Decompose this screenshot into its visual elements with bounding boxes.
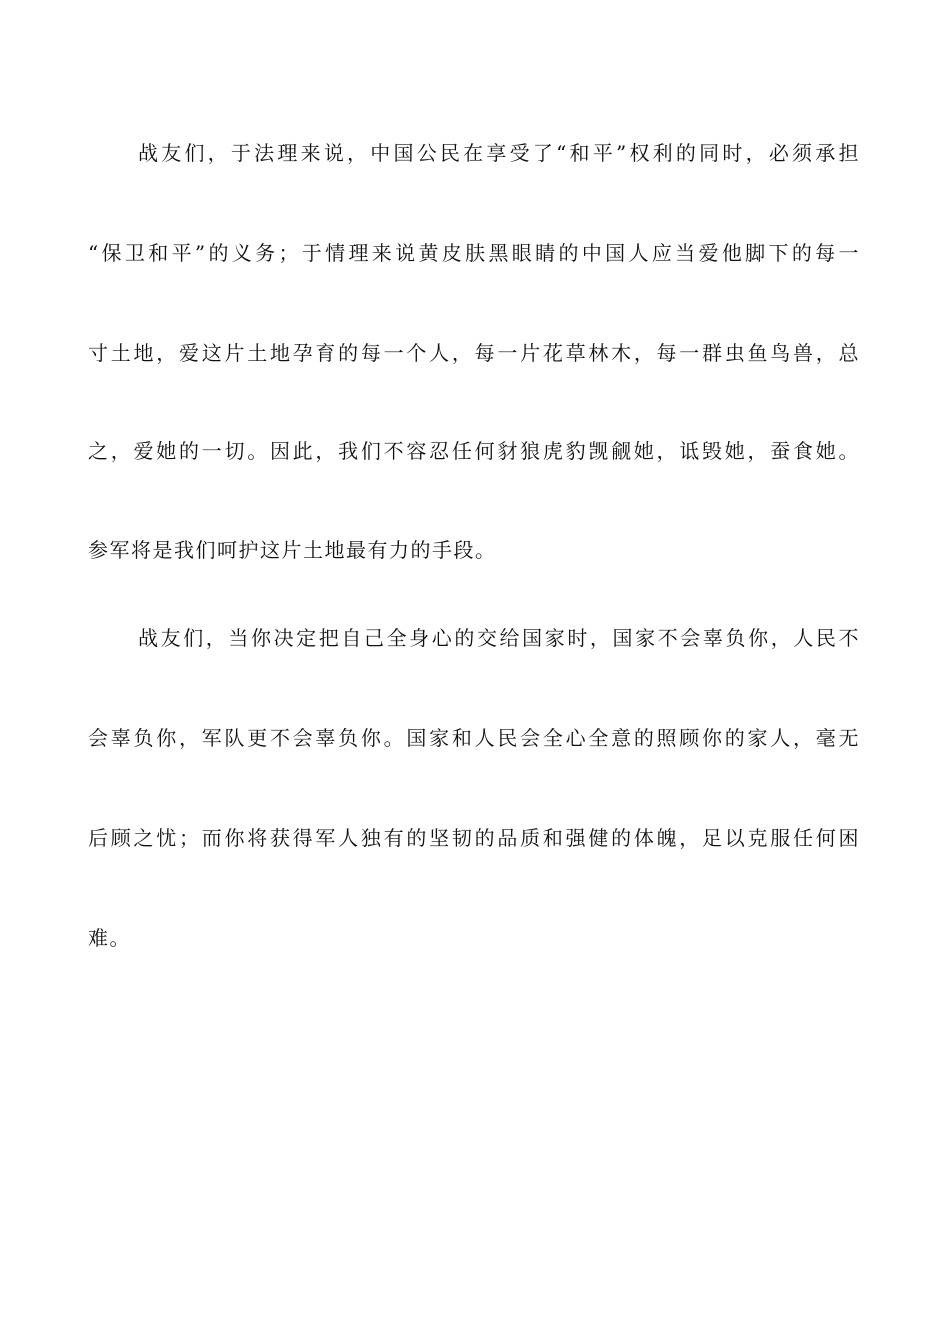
paragraph-1-line-5: 参军将是我们呵护这片土地最有力的手段。 — [88, 538, 497, 562]
paragraph-2-line-3: 后顾之忧；而你将获得军人独有的坚韧的品质和强健的体魄，足以克服任何困 — [88, 826, 860, 850]
paragraph-2-line-2: 会辜负你，军队更不会辜负你。国家和人民会全心全意的照顾你的家人，毫无 — [88, 726, 860, 750]
paragraph-1-line-1: 战友们，于法理来说，中国公民在享受了“和平”权利的同时，必须承担 — [138, 141, 860, 165]
paragraph-2-line-4: 难。 — [88, 926, 131, 950]
paragraph-2-line-1: 战友们，当你决定把自己全身心的交给国家时，国家不会辜负你，人民不 — [138, 626, 860, 650]
paragraph-1-line-2: “保卫和平”的义务；于情理来说黄皮肤黑眼睛的中国人应当爱他脚下的每一 — [88, 241, 860, 265]
paragraph-1-line-4: 之，爱她的一切。因此，我们不容忍任何豺狼虎豹觊觎她，诋毁她，蚕食她。 — [88, 439, 860, 463]
paragraph-1-line-3: 寸土地，爱这片土地孕育的每一个人，每一片花草林木，每一群虫鱼鸟兽，总 — [88, 341, 860, 365]
